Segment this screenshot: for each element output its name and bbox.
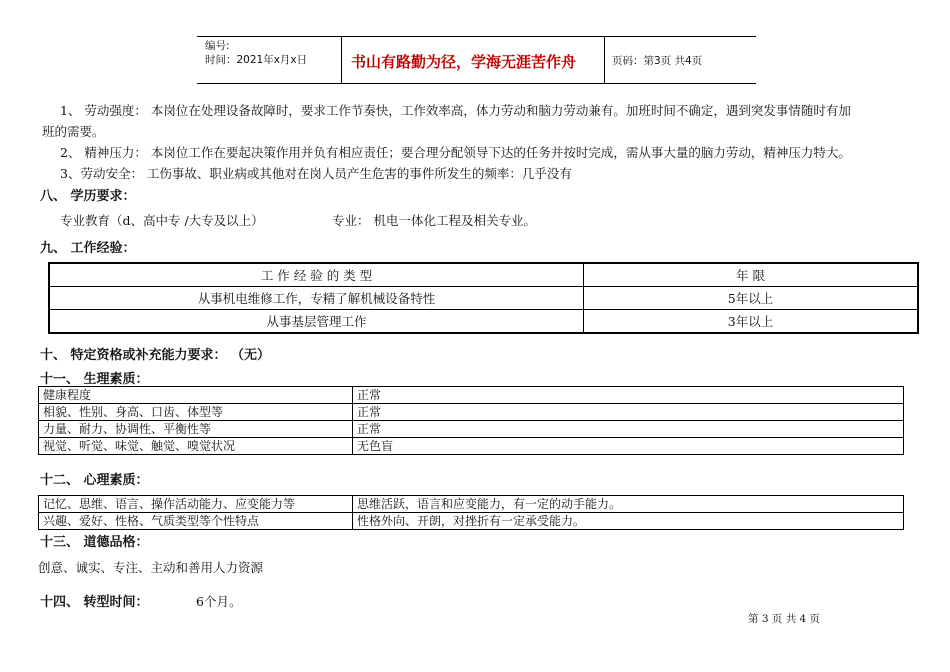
section-transition-heading: 十四、 转型时间： xyxy=(40,595,149,610)
major-requirement: 专业： 机电一体化工程及相关专业。 xyxy=(332,213,536,228)
section-psychological-heading: 十二、 心理素质： xyxy=(40,473,149,488)
section-experience-heading: 九、 工作经验： xyxy=(40,241,136,256)
intro-item-3: 3、劳动安全： 工伤事故、职业病或其他对在岗人员产生危害的事件所发生的频率：几乎没有 xyxy=(60,166,572,181)
section-physical-heading: 十一、 生理素质： xyxy=(40,372,149,387)
table-row xyxy=(39,438,904,455)
section-education-heading: 八、 学历要求： xyxy=(40,189,136,204)
header-page-code: 页码：第3页 共4页 xyxy=(612,55,703,67)
section-qualification-heading: 十、 特定资格或补充能力要求： （无） xyxy=(40,348,271,363)
psychological-item: 记忆、思维、语言、操作活动能力、应变能力等 xyxy=(39,496,353,513)
education-requirement: 专业教育（d、高中专 /大专及以上） xyxy=(60,213,264,228)
table-row xyxy=(39,404,904,421)
table-row xyxy=(39,421,904,438)
physical-item: 力量、耐力、协调性、平衡性等 xyxy=(39,421,353,438)
transition-time-value: 6个月。 xyxy=(196,594,242,609)
psychological-value: 性格外向、开朗，对挫折有一定承受能力。 xyxy=(353,513,904,530)
experience-years-cell: 3年以上 xyxy=(584,310,919,334)
psychological-value: 思维活跃，语言和应变能力，有一定的动手能力。 xyxy=(353,496,904,513)
table-row xyxy=(49,310,918,334)
physical-value: 正常 xyxy=(353,404,904,421)
physical-item: 视觉、听觉、味觉、触觉、嗅觉状况 xyxy=(39,438,353,455)
experience-years-header: 年 限 xyxy=(584,263,919,287)
physical-value: 无色盲 xyxy=(353,438,904,455)
table-header-row xyxy=(49,263,918,287)
header-motto: 书山有路勤为径，学海无涯苦作舟 xyxy=(351,53,577,71)
physical-item: 健康程度 xyxy=(39,387,353,404)
table-row xyxy=(39,513,904,530)
header-divider-left xyxy=(341,36,342,83)
table-row xyxy=(39,387,904,404)
intro-item-2: 2、 精神压力： 本岗位工作在要起决策作用并负有相应责任；要合理分配领导下达的任务并按时完成，需从事大量的脑力劳动，精神压力特大。 xyxy=(60,145,851,160)
footer-page-number: 第 3 页 共 4 页 xyxy=(748,613,821,625)
physical-table xyxy=(38,386,904,455)
intro-item-1: 1、 劳动强度： 本岗位在处理设备故障时，要求工作节奏快，工作效率高，体力劳动和脑力劳动兼有。加班时间不确定，遇到突发事情随时有加 xyxy=(60,103,851,118)
physical-value: 正常 xyxy=(353,421,904,438)
header-divider-right xyxy=(604,36,605,83)
experience-type-header: 工 作 经 验 的 类 型 xyxy=(49,263,584,287)
psychological-table xyxy=(38,495,904,530)
physical-item: 相貌、性别、身高、口齿、体型等 xyxy=(39,404,353,421)
experience-years-cell: 5年以上 xyxy=(584,287,919,310)
experience-type-cell: 从事机电维修工作，专精了解机械设备特性 xyxy=(49,287,584,310)
experience-table xyxy=(48,262,919,334)
header-time-label: 时间：2021年x月x日 xyxy=(205,54,308,66)
psychological-item: 兴趣、爱好、性格、气质类型等个性特点 xyxy=(39,513,353,530)
header-bottom-line xyxy=(197,83,756,84)
header-number-label: 编号: xyxy=(205,40,230,52)
header-top-line xyxy=(197,36,756,37)
section-moral-heading: 十三、 道德品格： xyxy=(40,535,149,550)
table-row xyxy=(49,287,918,310)
moral-qualities: 创意、诚实、专注、主动和善用人力资源 xyxy=(38,560,264,575)
experience-type-cell: 从事基层管理工作 xyxy=(49,310,584,334)
intro-item-1-cont: 班的需要。 xyxy=(42,124,105,139)
table-row xyxy=(39,496,904,513)
physical-value: 正常 xyxy=(353,387,904,404)
